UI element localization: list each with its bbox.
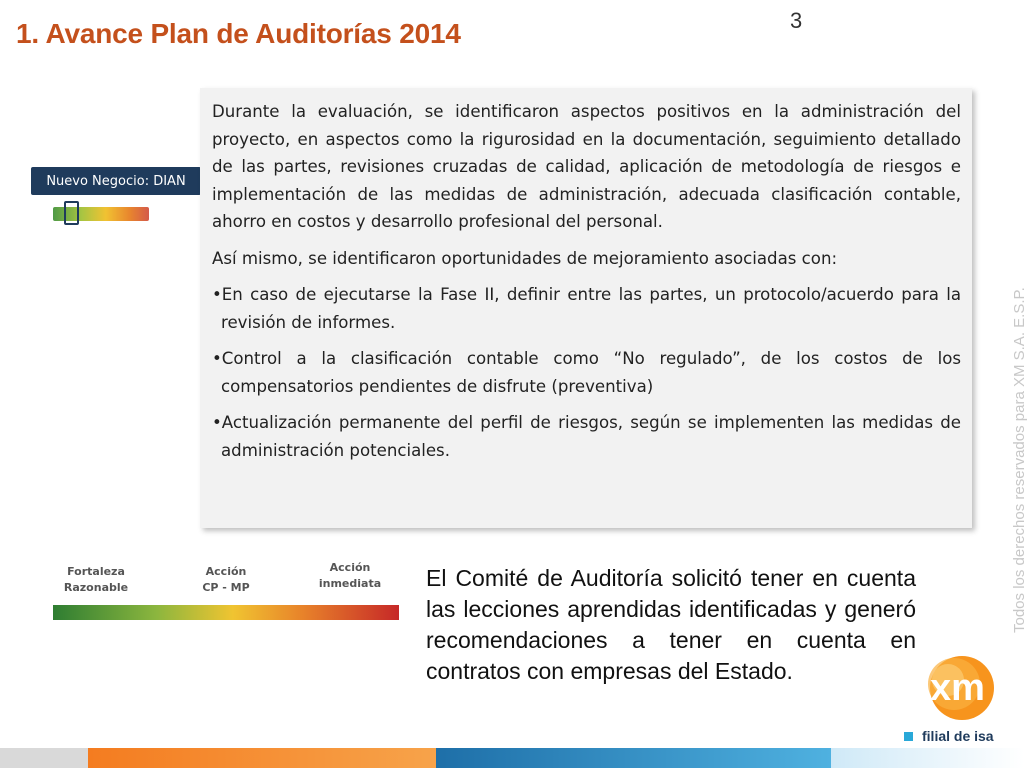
- scale-label-line: inmediata: [318, 577, 382, 590]
- risk-scale-bar: [53, 605, 399, 620]
- scale-label-fortaleza: [56, 564, 136, 596]
- scale-label-line: Acción: [205, 565, 247, 578]
- xm-logo-icon: [902, 650, 1014, 730]
- opportunity-bullet: •Control a la clasificación contable como “No regulado”, de los costos de los compensatorios pendientes de disfrute (preventiva): [212, 349, 961, 396]
- committee-conclusion: El Comité de Auditoría solicitó tener en cuenta las lecciones aprendidas identificadas y generó recomendaciones a tener en cuenta en contratos con empresas del Estado.: [426, 565, 916, 684]
- logo-tagline: filial de isa: [922, 728, 994, 744]
- scale-label-line: CP - MP: [202, 581, 250, 594]
- footer-segment-blue: [436, 748, 831, 768]
- risk-level-marker: [64, 201, 79, 225]
- footer-segment-gray: [0, 748, 88, 768]
- project-tag: [31, 167, 201, 195]
- project-tag-label: Nuevo Negocio: DIAN: [46, 173, 186, 189]
- footer-segment-orange: [88, 748, 436, 768]
- evaluation-paragraph: Durante la evaluación, se identificaron aspectos positivos en la administración del proyecto, en aspectos como la rigurosidad en la documentación, seguimiento detallado de las partes, revisiones cruzadas de calidad, aplicación de metodología de riesgos e implementación de las medidas de administración, adecuada clasificación contable, ahorro en costos y desarrollo profesional del personal.: [212, 102, 961, 231]
- slide-title: 1. Avance Plan de Auditorías 2014: [16, 18, 461, 49]
- logo-square-icon: [904, 732, 913, 741]
- footer-segment-light: [831, 748, 1024, 768]
- opportunity-bullet: •Actualización permanente del perfil de riesgos, según se implementen las medidas de administración potenciales.: [212, 413, 961, 460]
- scale-label-line: Acción: [329, 561, 371, 574]
- page-number: 3: [790, 8, 803, 33]
- xm-logo-mark: xm: [930, 667, 985, 709]
- scale-label-line: Razonable: [63, 581, 129, 594]
- footer-stripe: [0, 748, 1024, 768]
- scale-label-accion-inmediata: [310, 560, 390, 592]
- xm-logo: [902, 650, 1014, 750]
- scale-label-line: Fortaleza: [67, 565, 125, 578]
- opportunities-intro: Así mismo, se identificaron oportunidades de mejoramiento asociadas con:: [212, 248, 838, 268]
- copyright-watermark: Todos los derechos reservados para XM S.A. E.S.P.: [1011, 287, 1028, 633]
- evaluation-textbox: [200, 88, 972, 528]
- scale-label-accion-cp: [186, 564, 266, 596]
- opportunity-bullet: •En caso de ejecutarse la Fase II, definir entre las partes, un protocolo/acuerdo para la revisión de informes.: [212, 285, 961, 332]
